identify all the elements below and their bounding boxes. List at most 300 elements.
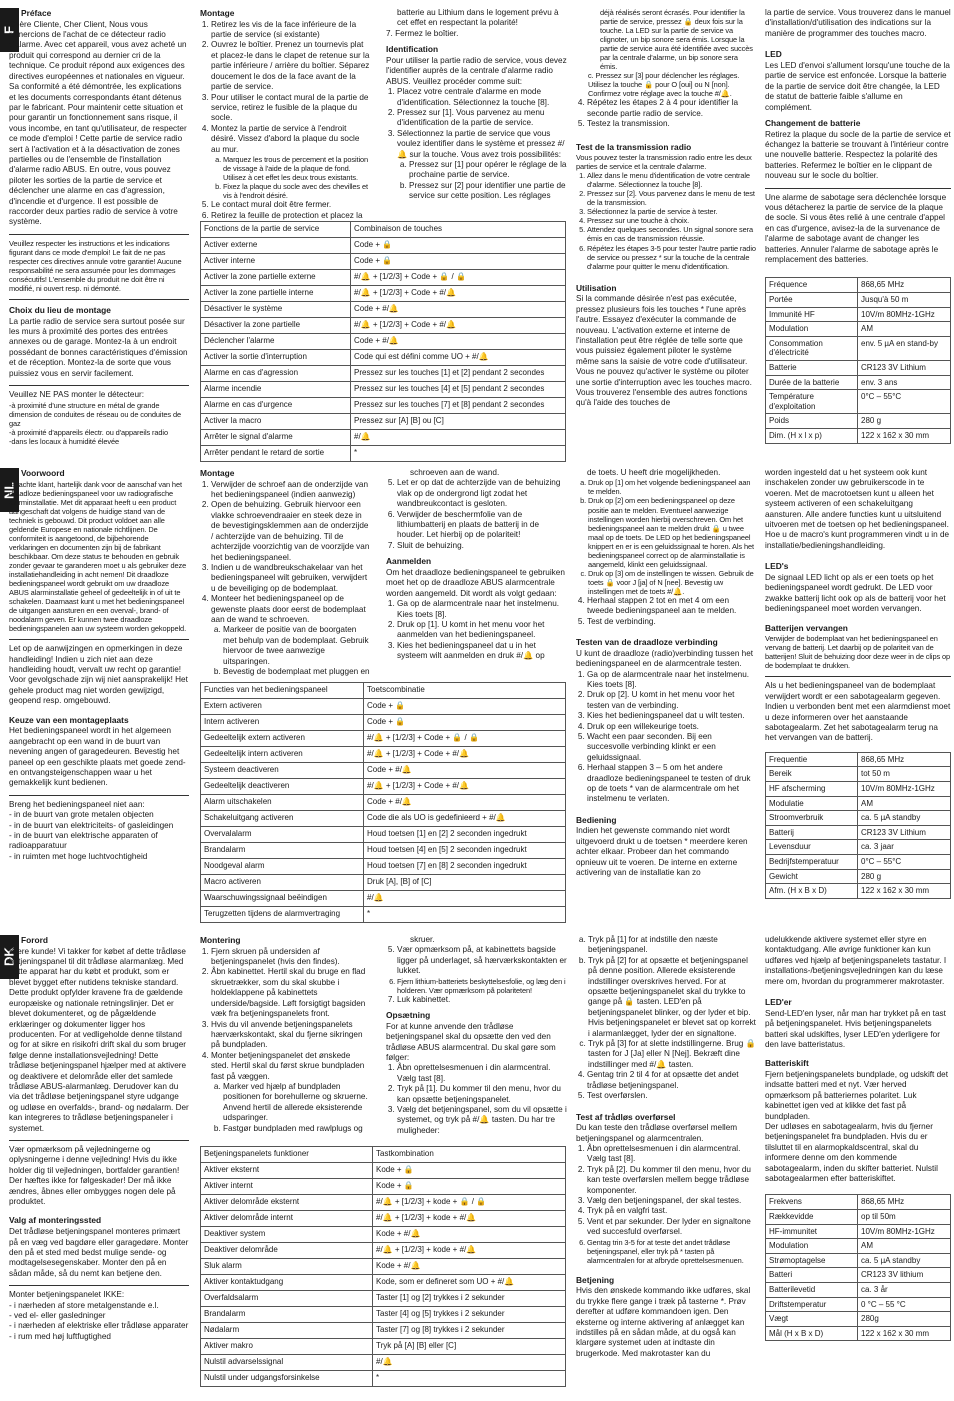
list-item: - in de buurt van elektriciteits- of gasleidingen	[9, 820, 174, 830]
heading-preface: Voorwoord	[21, 468, 65, 478]
header-cell: Combinaison de touches	[351, 222, 566, 238]
table-row	[201, 382, 566, 398]
table-cell: env. 5 µA en stand-by	[858, 336, 951, 360]
table-row	[201, 350, 566, 366]
steps-list	[576, 1070, 756, 1101]
steps-list	[576, 98, 756, 129]
text-register: For at kunne anvende den trådløse betjeningspanel skal du opsætte den ved den trådløse ABUS alarmcentral. Du skal gøre som følger:	[386, 1021, 556, 1062]
nl-spec-table	[765, 752, 951, 899]
steps-list	[386, 478, 568, 551]
table-cell: *	[373, 1371, 566, 1387]
table-cell: Code + #/🔔	[364, 795, 566, 811]
table-cell: CR123 3V Lithium	[858, 361, 951, 376]
table-cell: Code + #/🔔	[351, 334, 566, 350]
language-tab-fr: F	[0, 8, 19, 52]
table-cell: Alarm uitschakelen	[201, 795, 364, 811]
heading-use: Bediening	[576, 814, 617, 825]
table-cell: CR123 3V lithium	[858, 1268, 951, 1283]
fr-function-table	[200, 221, 566, 462]
divider	[9, 299, 189, 300]
language-tab-dk: DK	[0, 935, 19, 979]
table-cell: Kode, som er defineret som UO + #/🔔	[373, 1275, 566, 1291]
list-item: 2. Åbn kabinettet. Hertil skal du bruge en flad skruetrækker, som du skal skubbe i holdeklappene på kabinettets underside/bagside. Løft forsigtigt bagsiden væk fra betjeningspanelets front.	[211, 967, 370, 1019]
text-test: Du kan teste den trådløse overførsel mellem betjeningspanel og alarmcentralen.	[576, 1123, 738, 1143]
table-row	[766, 1268, 951, 1283]
table-cell: Dim. (H x l x p)	[766, 429, 858, 444]
nl-column-3	[386, 468, 568, 681]
table-row	[766, 336, 951, 360]
fr-spec-table	[765, 277, 951, 443]
list-item: a. Druk op [1] om het volgende bedieningspaneel aan te melden.	[588, 478, 756, 496]
table-cell: Frequentie	[766, 752, 858, 767]
divider	[9, 1285, 189, 1286]
table-row	[201, 859, 566, 875]
table-cell: 280g	[858, 1312, 951, 1327]
heading-ident: Identification	[386, 44, 439, 55]
list-item: b. Fastgør bundpladen med rawlplugs og	[223, 1124, 370, 1134]
heading-bat: Changement de batterie	[765, 117, 861, 128]
text-bat: Verwijder de bodemplaat van het bedieningspaneel en vervang de batterij. Let daarbij op de polariteit van de batterijen! Sluit de behuizing door deze weer in de clips op de bodemplaat te drukken.	[765, 634, 951, 671]
list-item: 5. Wacht een paar seconden. Bij een succesvolle verbinding klinkt er een geluidssignaal.	[587, 732, 756, 763]
table-row	[766, 767, 951, 782]
table-cell: Afm. (H x B x D)	[766, 884, 858, 899]
table-cell: env. 3 ans	[858, 375, 951, 390]
divider	[9, 1140, 189, 1141]
table-row	[201, 1259, 566, 1275]
table-cell: Alarme en cas d'agression	[201, 366, 351, 382]
section-dutch	[0, 468, 954, 926]
table-cell: Systeem deactiveren	[201, 763, 364, 779]
table-cell: 10V/m 80MHz-1GHz	[858, 307, 951, 322]
list-item: a. Marker ved hjælp af bundpladen positionen for borehullerne og skruerne. Anvend hertil de allerede eksisterende udsparinger.	[223, 1082, 370, 1124]
step-7: 7. Fermez le boîtier.	[386, 28, 459, 38]
table-cell: 868,65 MHz	[858, 1195, 951, 1210]
table-cell: Tryk på [A] [B] eller [C]	[373, 1339, 566, 1355]
language-tab-nl: NL	[0, 468, 19, 512]
table-cell: Stroomverbruik	[766, 811, 858, 826]
list-item: 2. Tryk på [1]. Du kommer til den menu, hvor du kan opsætte betjeningspanelet.	[397, 1084, 568, 1105]
table-row	[201, 366, 566, 382]
nl-column-2	[200, 468, 370, 681]
table-row	[201, 318, 566, 334]
table-row	[766, 429, 951, 444]
list-item: b. Druk op [2] om een bedieningspaneel op deze positie aan te melden. Eventueel aanwezige instellingen worden hierbij overschreven. Om het bedieningspaneel aan te melden drukt 🔒 u twee maal op de toets. De LED op het bedieningspaneel knippert en er is een geluidssignaal te horen. Als het bedieningspaneel correct op de alarminstallatie is aangemeld, klinkt een geluidssignaal.	[588, 496, 756, 568]
table-cell: 0 °C – 55 °C	[858, 1297, 951, 1312]
table-cell: 122 x 162 x 30 mm	[858, 1326, 951, 1341]
header-cell: Fonctions de la partie de service	[201, 222, 351, 238]
table-cell: Overvalalarm	[201, 827, 364, 843]
table-cell: Strømoptagelse	[766, 1253, 858, 1268]
text-preface: Chère Cliente, Cher Client, Nous vous remercions de l'achat de ce détecteur radio d'alarme. Avec cet appareil, vous avez acheté un produit qui correspond au dernier cri de la technique. Ce produit répond aux exigences des directives européennes et nationales en vigueur. Sa conformité a été démontrée, les explications et les documents correspondants étant détenus par le fabricant. Pour maintenir cette situation et pour garantir un fonctionnement sans risque, il vous incombe, en tant qu'utilisateur, de respecter ce mode d'emploi ! Cette partie de service radio sert à l'activation et à la désactivation de zones partielles ou de l'ensemble de l'installation d'alarme radio ABUS. En outre, vous pouvez piloter les sorties de la partie de service et déclencher une alarme en cas d'agression, d'incendie et d'urgence. Il est possible de raccorder deux parties radio de service à votre système.	[9, 19, 187, 227]
table-cell: Poids	[766, 414, 858, 429]
nl-column-4	[576, 468, 756, 926]
table-cell: 280 g	[858, 869, 951, 884]
table-cell: Deaktiver system	[201, 1227, 373, 1243]
table-cell: Rækkevidde	[766, 1210, 858, 1225]
table-cell: ca. 3 år	[858, 1283, 951, 1298]
table-cell: #/🔔 + [1/2/3] + kode + #/🔔	[373, 1211, 566, 1227]
table-cell: Déclencher l'alarme	[201, 334, 351, 350]
dk-column-5	[765, 935, 951, 1397]
divider	[9, 234, 189, 235]
heading-test: Testen van de draadloze verbinding	[576, 637, 718, 648]
step-text: Monter betjeningspanelet det ønskede sted. Hertil skal du først skrue bundpladen fast på væggen.	[211, 1050, 365, 1081]
step-text: Monteer het bedieningspaneel op de gewenste plaats door eerst de bodemplaat aan de wand te schroeven.	[211, 594, 366, 624]
table-cell: Houd toetsen [7] en [8] 2 seconden ingedrukt	[364, 859, 566, 875]
table-row	[201, 1227, 566, 1243]
dk-column-3	[386, 935, 568, 1147]
text-place: La partie radio de service sera surtout posée sur les murs à proximité des portes des entrées annexes ou de garage. Montez-la à un endroit possédant de bonnes caractéristiques d'émission et de réception. Montez-la de sorte que vous puissiez vous en servir facilement.	[9, 316, 188, 378]
list-item: -dans les locaux à humidité élevée	[9, 436, 119, 446]
table-cell: AM	[858, 322, 951, 337]
table-row	[201, 795, 566, 811]
list-item: 5. Test overførslen.	[587, 1091, 756, 1101]
table-row	[766, 1326, 951, 1341]
table-row	[766, 278, 951, 293]
nl-function-table	[200, 682, 566, 923]
table-row	[766, 375, 951, 390]
table-row	[766, 307, 951, 322]
text-tamper: Une alarme de sabotage sera déclenchée lorsque vous détacherez la partie de service de la plaque de socle. Si vous êtes relié à une centrale d'appel en cas d'urgence, avisez-la de la survenance de l'alarme de sabotage avant de changer les batteries. Annuler l'alarme de sabotage après le remplacement des batteries.	[765, 192, 947, 265]
table-row	[766, 1239, 951, 1254]
table-cell: Gedeeltelijk extern activeren	[201, 731, 364, 747]
text-ident: Pour utiliser la partie radio de service, vous devez l'identifier auprès de la centrale d'alarme radio ABUS. Veuillez procéder comme suit:	[386, 55, 567, 86]
list-item: - in de buurt van grote metalen objecten	[9, 810, 154, 820]
text-cont: la partie de service. Vous trouverez dans le manuel d'installation/d'utilisation des indications sur la manière de programmer des touches macro.	[765, 8, 951, 38]
heading-bat: Batteriskift	[765, 1058, 809, 1069]
section-french	[0, 8, 954, 463]
table-cell: Batterie	[766, 361, 858, 376]
table-row	[201, 414, 566, 430]
table-cell: Mål (H x B x D)	[766, 1326, 858, 1341]
table-cell: #/🔔	[364, 891, 566, 907]
table-row	[766, 840, 951, 855]
table-row	[766, 1195, 951, 1210]
text-preface: Geachte klant, hartelijk dank voor de aanschaf van het draadloze bedieningspaneel voor uw radiografische alarminstallatie. Met dit apparaat heeft u een product aangeschaft dat volgens de huidige stand van de techniek is gebouwd. Dit product voldoet aan alle geldende Europese en nationale richtlijnen. De conformiteit is aangetoond, de bijbehorende verklaringen en documenten zijn bij de fabrikant beschikbaar. Om deze status te behouden en gebruik zonder gevaar te garanderen moet u als gebruiker deze installatiehandleiding in acht nemen! Dit draadloze bedieningspaneel wordt gebruikt om uw draadloze ABUS alarminstallatie geheel of gedeeltelijk in of uit te schakelen. Daarnaast kunt u met het bedieningspaneel de uitgangen aansturen en een overval-, brand- of noodalarm geven. Er kunnen twee draadloze bedieningspanelen aan uw systeem worden gekoppeld.	[9, 479, 187, 634]
text-cont: déjà réalisés seront écrasés. Pour identifier la partie de service, pressez 🔒 deux fois sur la touche. La LED sur la partie de service va clignoter, un bip sonore sera émis. Lorsque la partie de service aura été identifiée avec succès par la centrale d'alarme, un bip sonore sera émis.	[600, 8, 753, 72]
table-row	[201, 1339, 566, 1355]
table-row	[766, 869, 951, 884]
table-cell: 122 x 162 x 30 mm	[858, 429, 951, 444]
table-cell: AM	[858, 796, 951, 811]
heading-preface: Forord	[21, 935, 48, 945]
list-item: b. Tryk på [2] for at opsætte et betjeningspanel på denne position. Allerede eksisterende indstillinger overskrives herved. For at opsætte betjeningspanelet skal du trykke to gange på 🔒 tasten. LED'en på betjeningspanelet blinker, og der lyder et bip. Hvis betjeningspanelet er blevet sat op korrekt i alarmanlægget, lyder der en signaltone.	[588, 956, 756, 1039]
list-item	[211, 1051, 370, 1134]
table-row	[201, 875, 566, 891]
table-cell: AM	[858, 1239, 951, 1254]
table-cell: Brandalarm	[201, 843, 364, 859]
table-cell: Taster [7] og [8] trykkes i 2 sekunder	[373, 1323, 566, 1339]
heading-test: Test de la transmission radio	[576, 141, 692, 152]
table-cell: Gedeeltelijk deactiveren	[201, 779, 364, 795]
table-row	[766, 1283, 951, 1298]
table-cell: Activer externe	[201, 238, 351, 254]
list-item: 5. Vent et par sekunder. Der lyder en signaltone ved succesfuld overførsel.	[587, 1217, 756, 1238]
heading-led: LED'er	[765, 997, 792, 1008]
list-item: 1. Åbn oprettelsesmenuen i din alarmcentral. Vælg tast [8].	[587, 1144, 756, 1165]
table-row	[201, 430, 566, 446]
step-text: Montez la partie de service à l'endroit désiré. Vissez d'abord la plaque du socle au mur.	[211, 123, 360, 154]
text-cont: batterie au Lithium dans le logement prévu à cet effet en respectant la polarité!	[397, 8, 559, 28]
heading-use: Betjening	[576, 1274, 615, 1285]
list-item: 2. Open de behuizing. Gebruik hiervoor een vlakke schroevendraaier en steek deze in de bevestigingsklemmen aan de onderzijde / achterzijde van de behuizing. Til de achterzijde voorzichtig van de voorzijde van het bedieningspaneel.	[211, 500, 370, 562]
table-cell: HF afscherming	[766, 781, 858, 796]
steps-list	[200, 20, 370, 221]
list-item: 3. Vælg det betjeningspanel, som du vil opsætte i systemet, og tryk på #/🔔 tasten. Du har tre muligheder:	[397, 1105, 568, 1136]
table-row	[201, 1275, 566, 1291]
heading-register: Opsætning	[386, 1010, 431, 1021]
dk-column-2	[200, 935, 370, 1147]
sub-list	[211, 1082, 370, 1134]
list-item: 6. Verwijder de beschermfolie van de lithiumbatterij en plaats de batterij in de houder. Let hierbij op de polariteit!	[397, 510, 568, 541]
table-row	[201, 715, 566, 731]
table-cell: Batterij	[766, 825, 858, 840]
table-cell: Aktiver kontaktudgang	[201, 1275, 373, 1291]
table-cell: Schakeluitgang activeren	[201, 811, 364, 827]
table-row	[201, 286, 566, 302]
table-cell: CR123 3V Lithium	[858, 825, 951, 840]
list-item: 5. Attendez quelques secondes. Un signal sonore sera émis en cas de transmission réussie.	[587, 225, 756, 243]
list-item: 1. Verwijder de schroef aan de onderzijde van het bedieningspaneel (indien aanwezig)	[211, 480, 370, 501]
text-tamper: Der udløses en sabotagealarm, hvis du fjerner betjeningspanelet fra bundpladen. Hvis du er tilsluttet til en alarmopkaldscentral, skal du informere denne om den kommende sabotagealarm, inden du skifter batteriet. Nulstil sabotagealarmen efter batteriskiftet.	[765, 1122, 938, 1184]
table-cell: Houd toetsen [1] en [2] 2 seconden ingedrukt	[364, 827, 566, 843]
list-item: a. Markeer de positie van de boorgaten met behulp van de bodemplaat. Gebruik hiervoor de twee aanwezige uitsparingen.	[223, 625, 370, 667]
list-item: 2. Ouvrez le boîtier. Prenez un tournevis plat et placez-le dans le clapet de retenue sur la partie inférieure / arrière du boîtier. Séparez doucement le dos de la face avant de la partie de service.	[211, 40, 370, 92]
text-preface: Kære kunde! Vi takker for købet af dette trådløse betjeningspanel til dit trådløse alarmanlæg. Med dette apparat har du købt et produkt, som er blevet bygget efter nutidens tekniske standard. Dette produkt opfylder kravene fra de gældende europæiske og nationale retningslinjer. Det er blevet dokumenteret, og de pågældende erklæringer og dokumenter ligger hos producenten. For at vedligeholde denne tilstand og for at sikre en risikofri drift skal du som bruger følge denne installationsvejledning! Dette trådløse betjeningspanel hjælper med at aktivere og deaktivere et delområde eller det samlede trådløse ABUS-alarmanlæg. Derudover kan du via det trådløse betjeningspanel styre udgange og udløse en overfalds-, brand- og nødalarm. Der kan integreres to trådløse betjeningspaneler i systemet.	[9, 946, 189, 1133]
text-place: Det trådløse betjeningspanel monteres primært på en væg ved bagdøre eller garagedøre. Monter den på et sted med bedst mulige sende- og modtagelsesegenskaber. Monter den på en sådan måde, så du nemt kan betjene den.	[9, 1227, 189, 1278]
header-cell: Betjeningspanelets funktioner	[201, 1147, 373, 1163]
list-item: - in de buurt van elektrische apparaten of radioapparatuur	[9, 830, 158, 851]
sub-c: c. Pressez sur [3] pour déclencher les réglages. Utilisez la touche 🔒 pour O [oui] ou N [non]. Confirmez votre réglage avec la touche #/🔔.	[588, 71, 740, 99]
list-item	[211, 124, 370, 200]
list-item: 4. Tryk på en valgfri tast.	[587, 1206, 756, 1216]
list-item: 1. Placez votre centrale d'alarme en mode d'identification. Sélectionnez la touche [8].	[397, 87, 568, 108]
header-cell: Tastkombination	[373, 1147, 566, 1163]
table-cell: Code die als UO is gedefinieerd + #/🔔	[364, 811, 566, 827]
test-steps	[576, 1144, 756, 1265]
text-test: U kunt de draadloze (radio)verbinding tussen het bedieningspaneel en de alarmcentrale testen.	[576, 648, 754, 669]
table-row	[201, 843, 566, 859]
table-cell: Kode + #/🔔	[373, 1259, 566, 1275]
table-row	[201, 763, 566, 779]
list-item: a. Tryk på [1] for at indstille den næste betjeningspanel.	[588, 935, 756, 956]
list-item: 4. Druk op een willekeurige toets.	[587, 722, 756, 732]
table-cell: 0°C – 55°C	[858, 390, 951, 414]
table-cell: 10V/m 80MHz-1GHz	[858, 1224, 951, 1239]
fr-column-4	[576, 8, 756, 463]
table-cell: Terugzetten tijdens de alarmvertraging	[201, 907, 364, 923]
table-cell: #/🔔 + [1/2/3] + Code + #/🔔	[364, 747, 566, 763]
fr-column-2	[200, 8, 370, 223]
table-cell: Code + #/🔔	[351, 302, 566, 318]
table-cell: #/🔔 + [1/2/3] + Code + #/🔔	[364, 779, 566, 795]
text-cont: worden ingesteld dat u het systeem ook kunt inschakelen zonder uw gebruikerscode in te voeren. Met de macrotoetsen kunt u alleen het systeem activeren of een schakeluitgang aansturen. Alle andere functies kunt u uitsluitend uitvoeren met de toetsen op het bedieningspaneel. Hoe u de macro's kunt programmeren vindt u in de installatie/bedieningshandleiding.	[765, 468, 950, 550]
table-cell: Température d'exploitation	[766, 390, 858, 414]
steps-list	[576, 596, 756, 627]
list-item: - i rum med høj luftfugtighed	[9, 1331, 111, 1341]
table-cell: Intern activeren	[201, 715, 364, 731]
steps-list	[200, 480, 370, 678]
table-cell: Aktiver eksternt	[201, 1163, 373, 1179]
text-warn: Breng het bedieningspaneel niet aan:	[9, 799, 145, 809]
table-cell: Deaktiver delområde	[201, 1243, 373, 1259]
list-item: 3. Kies het bedieningspaneel dat u in het systeem wilt aanmelden en druk #/🔔 op	[397, 641, 568, 662]
list-item: 6. Retirez la feuille de protection et placez la	[211, 211, 370, 221]
step-text: Sélectionnez la partie de service que vous voulez identifier dans le système et pressez #/🔔 sur la touche. Vous avez trois possibilités:	[397, 128, 565, 159]
table-row	[201, 270, 566, 286]
heading-bat: Batterijen vervangen	[765, 622, 848, 633]
table-cell: Aktiver makro	[201, 1339, 373, 1355]
table-cell: #/🔔 + [1/2/3] + Code + #/🔔	[351, 318, 566, 334]
list-item: 2. Tryk på [2]. Du kommer til den menu, hvor du kan teste overførslen mellem begge trådløse komponenter.	[587, 1165, 756, 1196]
table-row	[201, 699, 566, 715]
heading-place: Keuze van een montageplaats	[9, 714, 129, 725]
table-row	[766, 361, 951, 376]
table-cell: ca. 5 µA standby	[858, 1253, 951, 1268]
table-cell: #/🔔 + [1/2/3] + kode + #/🔔	[373, 1243, 566, 1259]
table-row	[766, 781, 951, 796]
list-item: b. Bevestig de bodemplaat met pluggen en	[223, 667, 370, 677]
table-row	[201, 1371, 566, 1387]
steps-list	[200, 947, 370, 1134]
warn-list	[9, 401, 189, 446]
table-cell: Alarme incendie	[201, 382, 351, 398]
text-warn: Veuillez NE PAS monter le détecteur:	[9, 390, 145, 400]
table-cell: Code + 🔒	[364, 699, 566, 715]
text-use: Si la commande désirée n'est pas exécutée, pressez plusieurs fois les touches * l'une après l'autre. Essayez d'exécuter la commande de nouveau. L'activation externe et interne de l'installation peut être réglée de telle sorte que vous puissiez également piloter le système même sans la saisie de votre code d'utilisateur. Vous ne pouvez qu'activer le système ou piloter une sortie d'interruption avec les touches macro. Vous trouverez l'ensemble des autres fonctions qu'à l'aide des touches de	[576, 294, 752, 408]
table-cell: #/🔔 + [1/2/3] + Code + #/🔔	[351, 286, 566, 302]
text-warn: Monter betjeningspanelet IKKE:	[9, 1290, 125, 1300]
fr-column-3	[386, 8, 568, 223]
table-cell: Vægt	[766, 1312, 858, 1327]
list-item: 6. Herhaal stappen 3 – 5 om het andere draadloze bedieningspaneel te testen of druk op de toets * van de alarmcentrale om het instelmenu te verlaten.	[587, 763, 756, 805]
text-cont: udelukkende aktivere systemet eller styre en kontaktudgang. Alle øvrige funktioner kan kun udføres ved hjælp af betjeningspanelets tastatur. I installations-/betjeningsvejledningen kan du læse mere om, hvordan du programmerer makrotaster.	[765, 935, 947, 986]
list-item: 1. Fjern skruen på undersiden af betjeningspanelet (hvis den findes).	[211, 947, 370, 968]
table-cell: Nulstil under udgangsforsinkelse	[201, 1371, 373, 1387]
table-cell: Fréquence	[766, 278, 858, 293]
table-cell: Modulation	[766, 322, 858, 337]
table-cell: Activer la zone partielle interne	[201, 286, 351, 302]
divider	[765, 676, 951, 677]
table-cell: Batterilevetid	[766, 1283, 858, 1298]
table-row	[201, 1243, 566, 1259]
table-cell: Levensduur	[766, 840, 858, 855]
list-item: - ved el- eller gasledninger	[9, 1310, 106, 1320]
sub-list	[576, 478, 756, 595]
table-cell: ca. 5 µA standby	[858, 811, 951, 826]
table-row	[201, 907, 566, 923]
table-row	[766, 1210, 951, 1225]
table-cell: Arrêter pendant le retard de sortie	[201, 446, 351, 462]
test-steps	[576, 670, 756, 805]
text-use: Indien het gewenste commando niet wordt uitgevoerd drukt u de toetsen * meerdere keren achter elkaar. Probeer dan het commando opnieuw uit te voeren. De interne en externe activering van de installatie kan zo	[576, 826, 748, 878]
warn-list	[9, 1301, 189, 1343]
list-item	[397, 129, 568, 202]
table-cell: Arrêter le signal d'alarme	[201, 430, 351, 446]
heading-montage: Montage	[200, 8, 235, 18]
table-row	[201, 1179, 566, 1195]
table-cell: Extern activeren	[201, 699, 364, 715]
table-row	[201, 731, 566, 747]
list-item: - i nærheden af store metalgenstande e.l.	[9, 1300, 159, 1310]
table-cell: Overfaldsalarm	[201, 1291, 373, 1307]
list-item: -à proximité d'une structure en métal de grande dimension de conduites de réseau ou de conduites de gaz	[9, 400, 181, 428]
table-cell: Code + #/🔔	[364, 763, 566, 779]
register-steps	[386, 1063, 568, 1136]
list-item: 1. Åbn oprettelsesmenuen i din alarmcentral. Vælg tast [8].	[397, 1063, 568, 1084]
list-item: a. Marquez les trous de percement et la position de vissage à l'aide de la plaque de fond. Utilisez à cet effet les deux trous existants.	[223, 155, 370, 182]
nl-column-5	[765, 468, 951, 926]
table-row	[766, 1312, 951, 1327]
list-item: c. Druk op [3] om de instellingen te wissen. Gebruik de toets 🔒 voor J [ja] of N [nee]. Bevestig uw instellingen met de toets #/🔔.	[588, 569, 756, 596]
list-item: 4. Gentag trin 2 til 4 for at opsætte det andet trådløse betjeningspanel.	[587, 1070, 756, 1091]
table-row	[201, 254, 566, 270]
table-row	[766, 752, 951, 767]
list-item: 6. Gentag trin 3-5 for at teste det andet trådløse betjeningspanel, eller tryk på * tasten på alarmcentralen for at afbryde oprettelsesmenuen.	[587, 1238, 756, 1265]
table-row	[766, 884, 951, 899]
test-steps	[576, 171, 756, 270]
dk-function-table	[200, 1146, 566, 1387]
list-item: 4. Pressez sur une touche à choix.	[587, 216, 756, 225]
table-cell: Code + 🔒	[351, 254, 566, 270]
dk-spec-table	[765, 1194, 951, 1341]
divider	[9, 385, 189, 386]
list-item: 4. Herhaal stappen 2 tot en met 4 om een tweede bedieningspaneel aan te melden.	[587, 596, 756, 617]
table-cell: Gedeeltelijk intern activeren	[201, 747, 364, 763]
text-led: De signaal LED licht op als er een toets op het bedieningspaneel wordt gedrukt. De LED voor zwakke batterij licht ook op als de batterij voor het bedieningspaneel moet worden vervangen.	[765, 572, 946, 614]
table-row	[201, 334, 566, 350]
table-cell: Bedrijfstemperatuur	[766, 854, 858, 869]
list-item: - i nærheden af elektriske eller trådløse apparater	[9, 1321, 189, 1331]
table-cell: Batteri	[766, 1268, 858, 1283]
list-item: c. Tryk på [3] for at slette indstillingerne. Brug 🔒 tasten for J [Ja] eller N [Nej]. Bekræft dine indstillinger med #/🔔 tasten.	[588, 1039, 756, 1070]
table-cell: Code + 🔒	[364, 715, 566, 731]
table-cell: Activer la macro	[201, 414, 351, 430]
list-item: 1. Ga op de alarmcentrale naar het instelmenu. Kies toets [8].	[587, 670, 756, 691]
table-cell: Nødalarm	[201, 1323, 373, 1339]
table-cell: 122 x 162 x 30 mm	[858, 884, 951, 899]
table-cell: 280 g	[858, 414, 951, 429]
table-cell: *	[364, 907, 566, 923]
text-note: Let op de aanwijzingen en opmerkingen in deze handleiding! Indien u zich niet aan deze handleiding houdt, vervalt uw recht op garantie! Voor gevolgschade zijn wij niet aansprakelijk! Het gehele product mag niet worden gewijzigd, geopend resp. omgebouwd.	[9, 644, 188, 706]
table-cell: Kode + #/🔔	[373, 1227, 566, 1243]
sub-list	[397, 160, 568, 202]
table-cell: #/🔔	[373, 1355, 566, 1371]
table-cell: Immunité HF	[766, 307, 858, 322]
table-cell: Kode + 🔒	[373, 1163, 566, 1179]
list-item: 5. Testez la transmission.	[587, 119, 756, 129]
table-cell: Désactiver la zone partielle	[201, 318, 351, 334]
table-cell: Pressez sur les touches [4] et [5] pendant 2 secondes	[351, 382, 566, 398]
table-cell: 868,65 MHz	[858, 752, 951, 767]
text-led: Send-LED'en lyser, når man har trykket på en tast på betjeningspanelet. Hvis betjeningspanelets batteri skal udskiftes, lyser LED'en yderligere for den lave batteristatus.	[765, 1008, 946, 1049]
table-cell: #/🔔 + [1/2/3] + kode + 🔒 / 🔒	[373, 1195, 566, 1211]
list-item: 7. Sluit de behuizing.	[397, 541, 568, 551]
list-item: 3. Sélectionnez la partie de service à tester.	[587, 207, 756, 216]
table-cell: Pressez sur les touches [1] et [2] pendant 2 secondes	[351, 366, 566, 382]
table-body	[201, 1163, 566, 1387]
table-cell: Code + 🔒	[351, 238, 566, 254]
steps-list	[386, 87, 568, 201]
text-register: Om het draadloze bedieningspaneel te gebruiken moet het op de draadloze ABUS alarmcentrale worden aangemeld. Dit wordt als volgt gedaan:	[386, 567, 565, 598]
list-item: a. Pressez sur [1] pour opérer le réglage de la prochaine partie de service.	[409, 160, 568, 181]
table-body	[201, 699, 566, 923]
list-item: 2. Pressez sur [2]. Vous parvenez dans le menu de test de la transmission.	[587, 189, 756, 207]
table-cell: Jusqu'à 50 m	[858, 293, 951, 308]
table-cell: #/🔔 + [1/2/3] + Code + 🔒 / 🔒	[351, 270, 566, 286]
list-item: 3. Hvis du vil anvende betjeningspanelets hærværkskontakt, skal du fjerne sikringen på bundpladen.	[211, 1020, 370, 1051]
table-row	[766, 825, 951, 840]
